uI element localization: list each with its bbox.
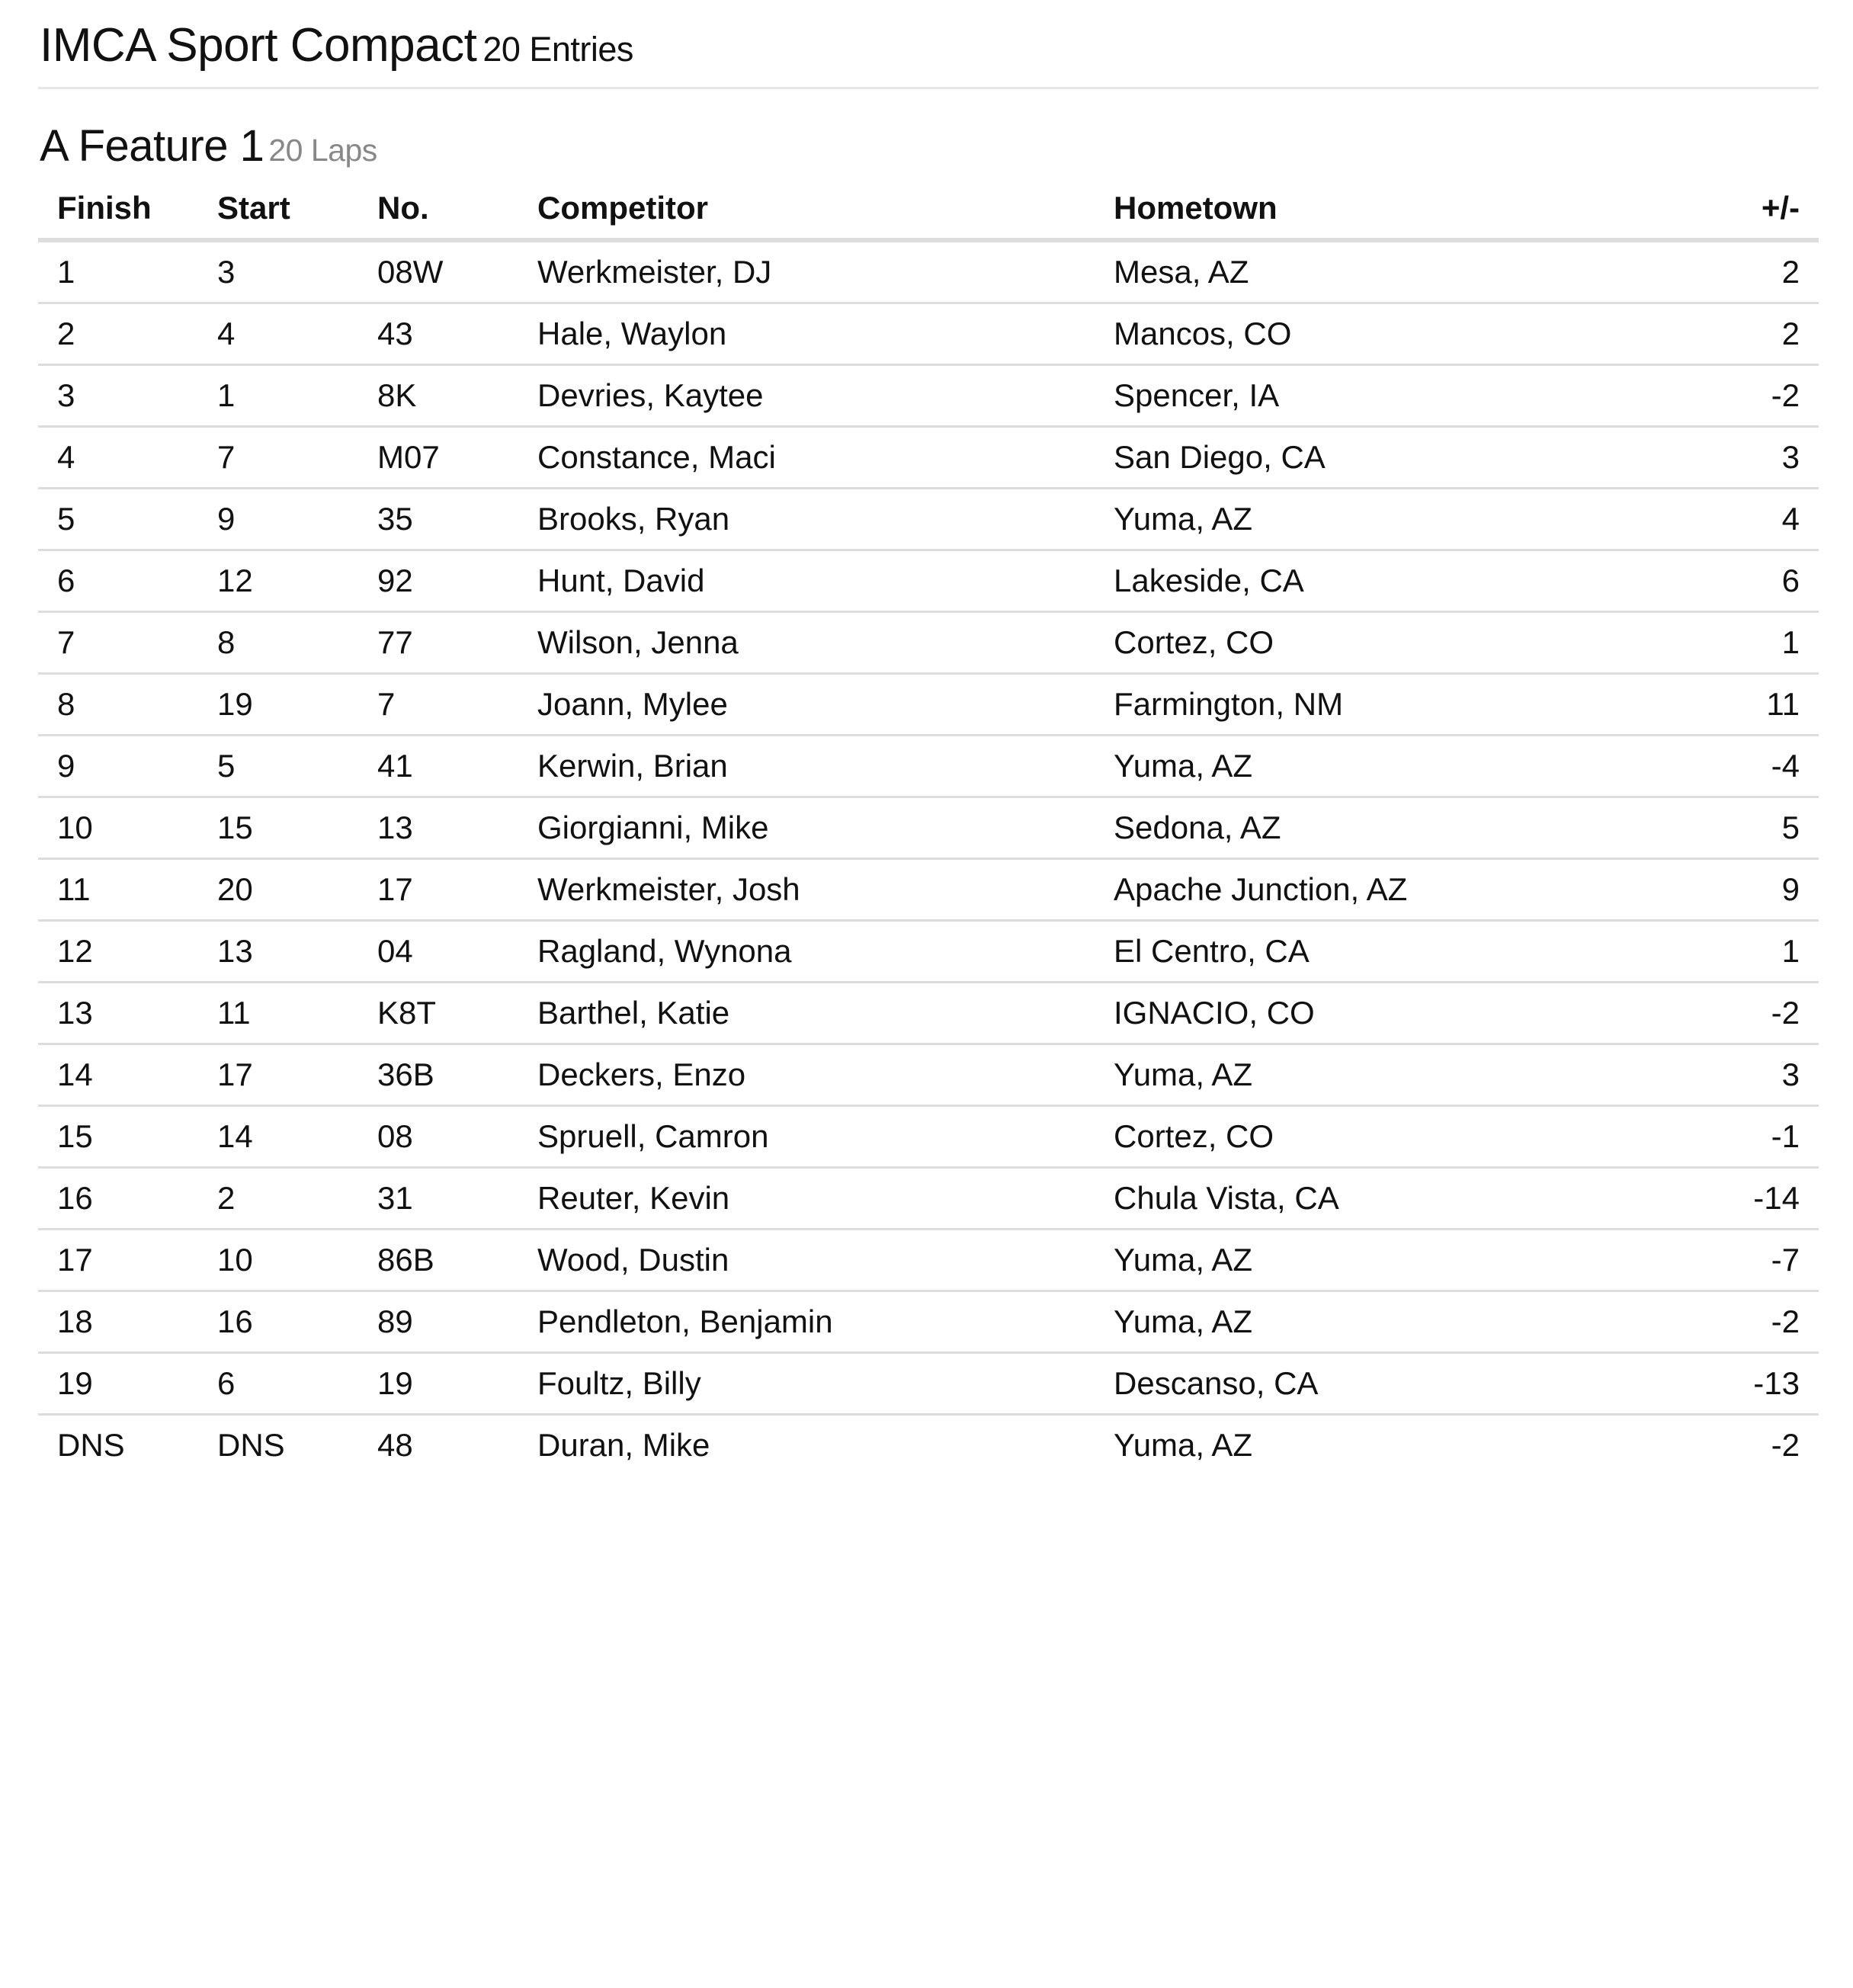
cell-hometown: Yuma, AZ — [1095, 1044, 1681, 1106]
table-row — [38, 797, 1819, 859]
cell-finish: 10 — [38, 797, 198, 859]
cell-hometown: Descanso, CA — [1095, 1353, 1681, 1415]
cell-position-change: 3 — [1681, 427, 1819, 489]
table-row — [38, 550, 1819, 612]
cell-competitor: Joann, Mylee — [518, 674, 1095, 736]
cell-start: DNS — [217, 1427, 285, 1463]
table-row — [38, 612, 1819, 674]
cell-finish: 6 — [38, 550, 198, 612]
cell-competitor: Brooks, Ryan — [518, 489, 1095, 550]
cell-hometown: Chula Vista, CA — [1095, 1168, 1681, 1230]
event-laps: 20 Laps — [268, 133, 377, 168]
cell-competitor: Werkmeister, DJ — [518, 240, 1095, 303]
cell-position-change: 5 — [1681, 797, 1819, 859]
cell-finish: 17 — [38, 1230, 198, 1291]
cell-finish: 9 — [38, 736, 198, 797]
cell-start: 12 — [198, 550, 358, 612]
cell-start: 13 — [198, 921, 358, 983]
cell-car-number: 92 — [358, 550, 518, 612]
cell-start: 2 — [198, 1168, 358, 1230]
cell-position-change: 6 — [1681, 550, 1819, 612]
cell-car-number: 31 — [358, 1168, 518, 1230]
cell-start: 5 — [198, 736, 358, 797]
cell-car-number: 43 — [358, 303, 518, 365]
cell-finish: 4 — [38, 427, 198, 489]
cell-car-number: 8K — [358, 365, 518, 427]
cell-competitor: Hale, Waylon — [518, 303, 1095, 365]
cell-start: 9 — [198, 489, 358, 550]
cell-competitor: Foultz, Billy — [518, 1353, 1095, 1415]
cell-competitor: Ragland, Wynona — [518, 921, 1095, 983]
cell-hometown: Cortez, CO — [1095, 612, 1681, 674]
cell-position-change: -2 — [1681, 1291, 1819, 1353]
cell-finish: 19 — [38, 1353, 198, 1415]
table-row — [38, 1291, 1819, 1353]
cell-start: 11 — [198, 983, 358, 1044]
cell-hometown: Lakeside, CA — [1095, 550, 1681, 612]
cell-car-number: K8T — [358, 983, 518, 1044]
cell-hometown: Mesa, AZ — [1095, 240, 1681, 303]
column-header-finish: Finish — [38, 178, 198, 240]
results-table-body — [38, 240, 1819, 1475]
cell-finish: 7 — [38, 612, 198, 674]
cell-start: 20 — [198, 859, 358, 921]
cell-start: 4 — [198, 303, 358, 365]
table-row — [38, 1230, 1819, 1291]
table-row — [38, 1106, 1819, 1168]
cell-position-change: 1 — [1681, 612, 1819, 674]
class-title: IMCA Sport Compact — [40, 19, 477, 72]
cell-car-number: 41 — [358, 736, 518, 797]
cell-competitor: Giorgianni, Mike — [518, 797, 1095, 859]
cell-position-change: -7 — [1681, 1230, 1819, 1291]
cell-car-number: 17 — [358, 859, 518, 921]
cell-start: 6 — [198, 1353, 358, 1415]
column-header-number: No. — [358, 178, 518, 240]
cell-finish: 16 — [38, 1168, 198, 1230]
table-row — [38, 1168, 1819, 1230]
column-header-position-change: +/- — [1681, 178, 1819, 240]
column-header-start: Start — [198, 178, 358, 240]
cell-hometown: IGNACIO, CO — [1095, 983, 1681, 1044]
cell-finish: 5 — [38, 489, 198, 550]
cell-position-change: -14 — [1681, 1168, 1819, 1230]
cell-competitor: Reuter, Kevin — [518, 1168, 1095, 1230]
cell-car-number: 77 — [358, 612, 518, 674]
cell-competitor: Kerwin, Brian — [518, 736, 1095, 797]
results-table-header — [38, 178, 1819, 240]
cell-finish: 13 — [38, 983, 198, 1044]
table-row — [38, 303, 1819, 365]
cell-hometown: Sedona, AZ — [1095, 797, 1681, 859]
table-row — [38, 489, 1819, 550]
cell-position-change: 11 — [1681, 674, 1819, 736]
cell-competitor: Werkmeister, Josh — [518, 859, 1095, 921]
cell-competitor: Duran, Mike — [537, 1427, 710, 1463]
cell-competitor: Pendleton, Benjamin — [518, 1291, 1095, 1353]
cell-finish: 12 — [38, 921, 198, 983]
cell-hometown: San Diego, CA — [1095, 427, 1681, 489]
cell-hometown: Yuma, AZ — [1095, 1230, 1681, 1291]
cell-competitor: Constance, Maci — [518, 427, 1095, 489]
cell-competitor: Barthel, Katie — [518, 983, 1095, 1044]
cell-car-number: 04 — [358, 921, 518, 983]
table-row — [38, 240, 1819, 303]
cell-position-change: 1 — [1681, 921, 1819, 983]
cell-competitor: Deckers, Enzo — [518, 1044, 1095, 1106]
table-row — [38, 427, 1819, 489]
cell-car-number: M07 — [358, 427, 518, 489]
cell-car-number: 08 — [358, 1106, 518, 1168]
cell-hometown: Mancos, CO — [1095, 303, 1681, 365]
cell-car-number: 7 — [358, 674, 518, 736]
cell-position-change: -2 — [1771, 1427, 1800, 1463]
cell-finish: DNS — [57, 1427, 125, 1463]
table-row — [38, 983, 1819, 1044]
cell-position-change: -13 — [1681, 1353, 1819, 1415]
table-row — [38, 365, 1819, 427]
cell-position-change: 2 — [1681, 240, 1819, 303]
cell-start: 15 — [198, 797, 358, 859]
class-entries-count: 20 Entries — [482, 30, 633, 69]
cell-car-number: 08W — [358, 240, 518, 303]
cell-competitor: Hunt, David — [518, 550, 1095, 612]
table-row — [38, 1044, 1819, 1106]
cell-start: 3 — [198, 240, 358, 303]
cell-position-change: 9 — [1681, 859, 1819, 921]
cell-start: 16 — [198, 1291, 358, 1353]
results-page — [38, 0, 1819, 1463]
cell-hometown: Yuma, AZ — [1095, 489, 1681, 550]
cell-hometown: Yuma, AZ — [1095, 1291, 1681, 1353]
cell-finish: 3 — [38, 365, 198, 427]
cell-hometown: Farmington, NM — [1095, 674, 1681, 736]
cell-competitor: Spruell, Camron — [518, 1106, 1095, 1168]
cell-hometown: Spencer, IA — [1095, 365, 1681, 427]
cell-position-change: 4 — [1681, 489, 1819, 550]
table-row — [38, 1353, 1819, 1415]
cell-start: 10 — [198, 1230, 358, 1291]
cell-car-number: 36B — [358, 1044, 518, 1106]
cell-car-number: 89 — [358, 1291, 518, 1353]
table-row — [38, 859, 1819, 921]
cell-start: 7 — [198, 427, 358, 489]
column-header-hometown: Hometown — [1095, 178, 1681, 240]
cell-finish: 11 — [38, 859, 198, 921]
cell-position-change: -2 — [1681, 365, 1819, 427]
cell-finish: 14 — [38, 1044, 198, 1106]
table-row — [38, 921, 1819, 983]
cell-car-number: 13 — [358, 797, 518, 859]
column-header-competitor: Competitor — [518, 178, 1095, 240]
cell-start: 1 — [198, 365, 358, 427]
cell-position-change: -2 — [1681, 983, 1819, 1044]
cell-hometown: Yuma, AZ — [1114, 1427, 1253, 1463]
cell-hometown: El Centro, CA — [1095, 921, 1681, 983]
cell-hometown: Yuma, AZ — [1095, 736, 1681, 797]
table-row — [38, 674, 1819, 736]
header-row — [38, 178, 1819, 240]
cell-position-change: -4 — [1681, 736, 1819, 797]
cell-finish: 8 — [38, 674, 198, 736]
cell-car-number: 48 — [377, 1427, 413, 1463]
cell-start: 8 — [198, 612, 358, 674]
cell-car-number: 19 — [358, 1353, 518, 1415]
table-row — [38, 736, 1819, 797]
cell-competitor: Devries, Kaytee — [518, 365, 1095, 427]
class-title-line — [40, 14, 633, 82]
cell-start: 19 — [198, 674, 358, 736]
event-title: A Feature 1 — [40, 121, 264, 171]
cell-finish: 1 — [38, 240, 198, 303]
table-row — [38, 1415, 1819, 1476]
cell-finish: 18 — [38, 1291, 198, 1353]
cell-position-change: 3 — [1681, 1044, 1819, 1106]
results-table — [38, 178, 1819, 1475]
cell-start: 14 — [198, 1106, 358, 1168]
cell-hometown: Apache Junction, AZ — [1095, 859, 1681, 921]
cell-finish: 2 — [38, 303, 198, 365]
cell-car-number: 86B — [358, 1230, 518, 1291]
cell-finish: 15 — [38, 1106, 198, 1168]
cell-competitor: Wilson, Jenna — [518, 612, 1095, 674]
cell-competitor: Wood, Dustin — [518, 1230, 1095, 1291]
cell-position-change: -1 — [1681, 1106, 1819, 1168]
cell-car-number: 35 — [358, 489, 518, 550]
event-header — [40, 114, 377, 182]
cell-position-change: 2 — [1681, 303, 1819, 365]
class-header — [38, 0, 1819, 89]
cell-hometown: Cortez, CO — [1095, 1106, 1681, 1168]
cell-start: 17 — [198, 1044, 358, 1106]
